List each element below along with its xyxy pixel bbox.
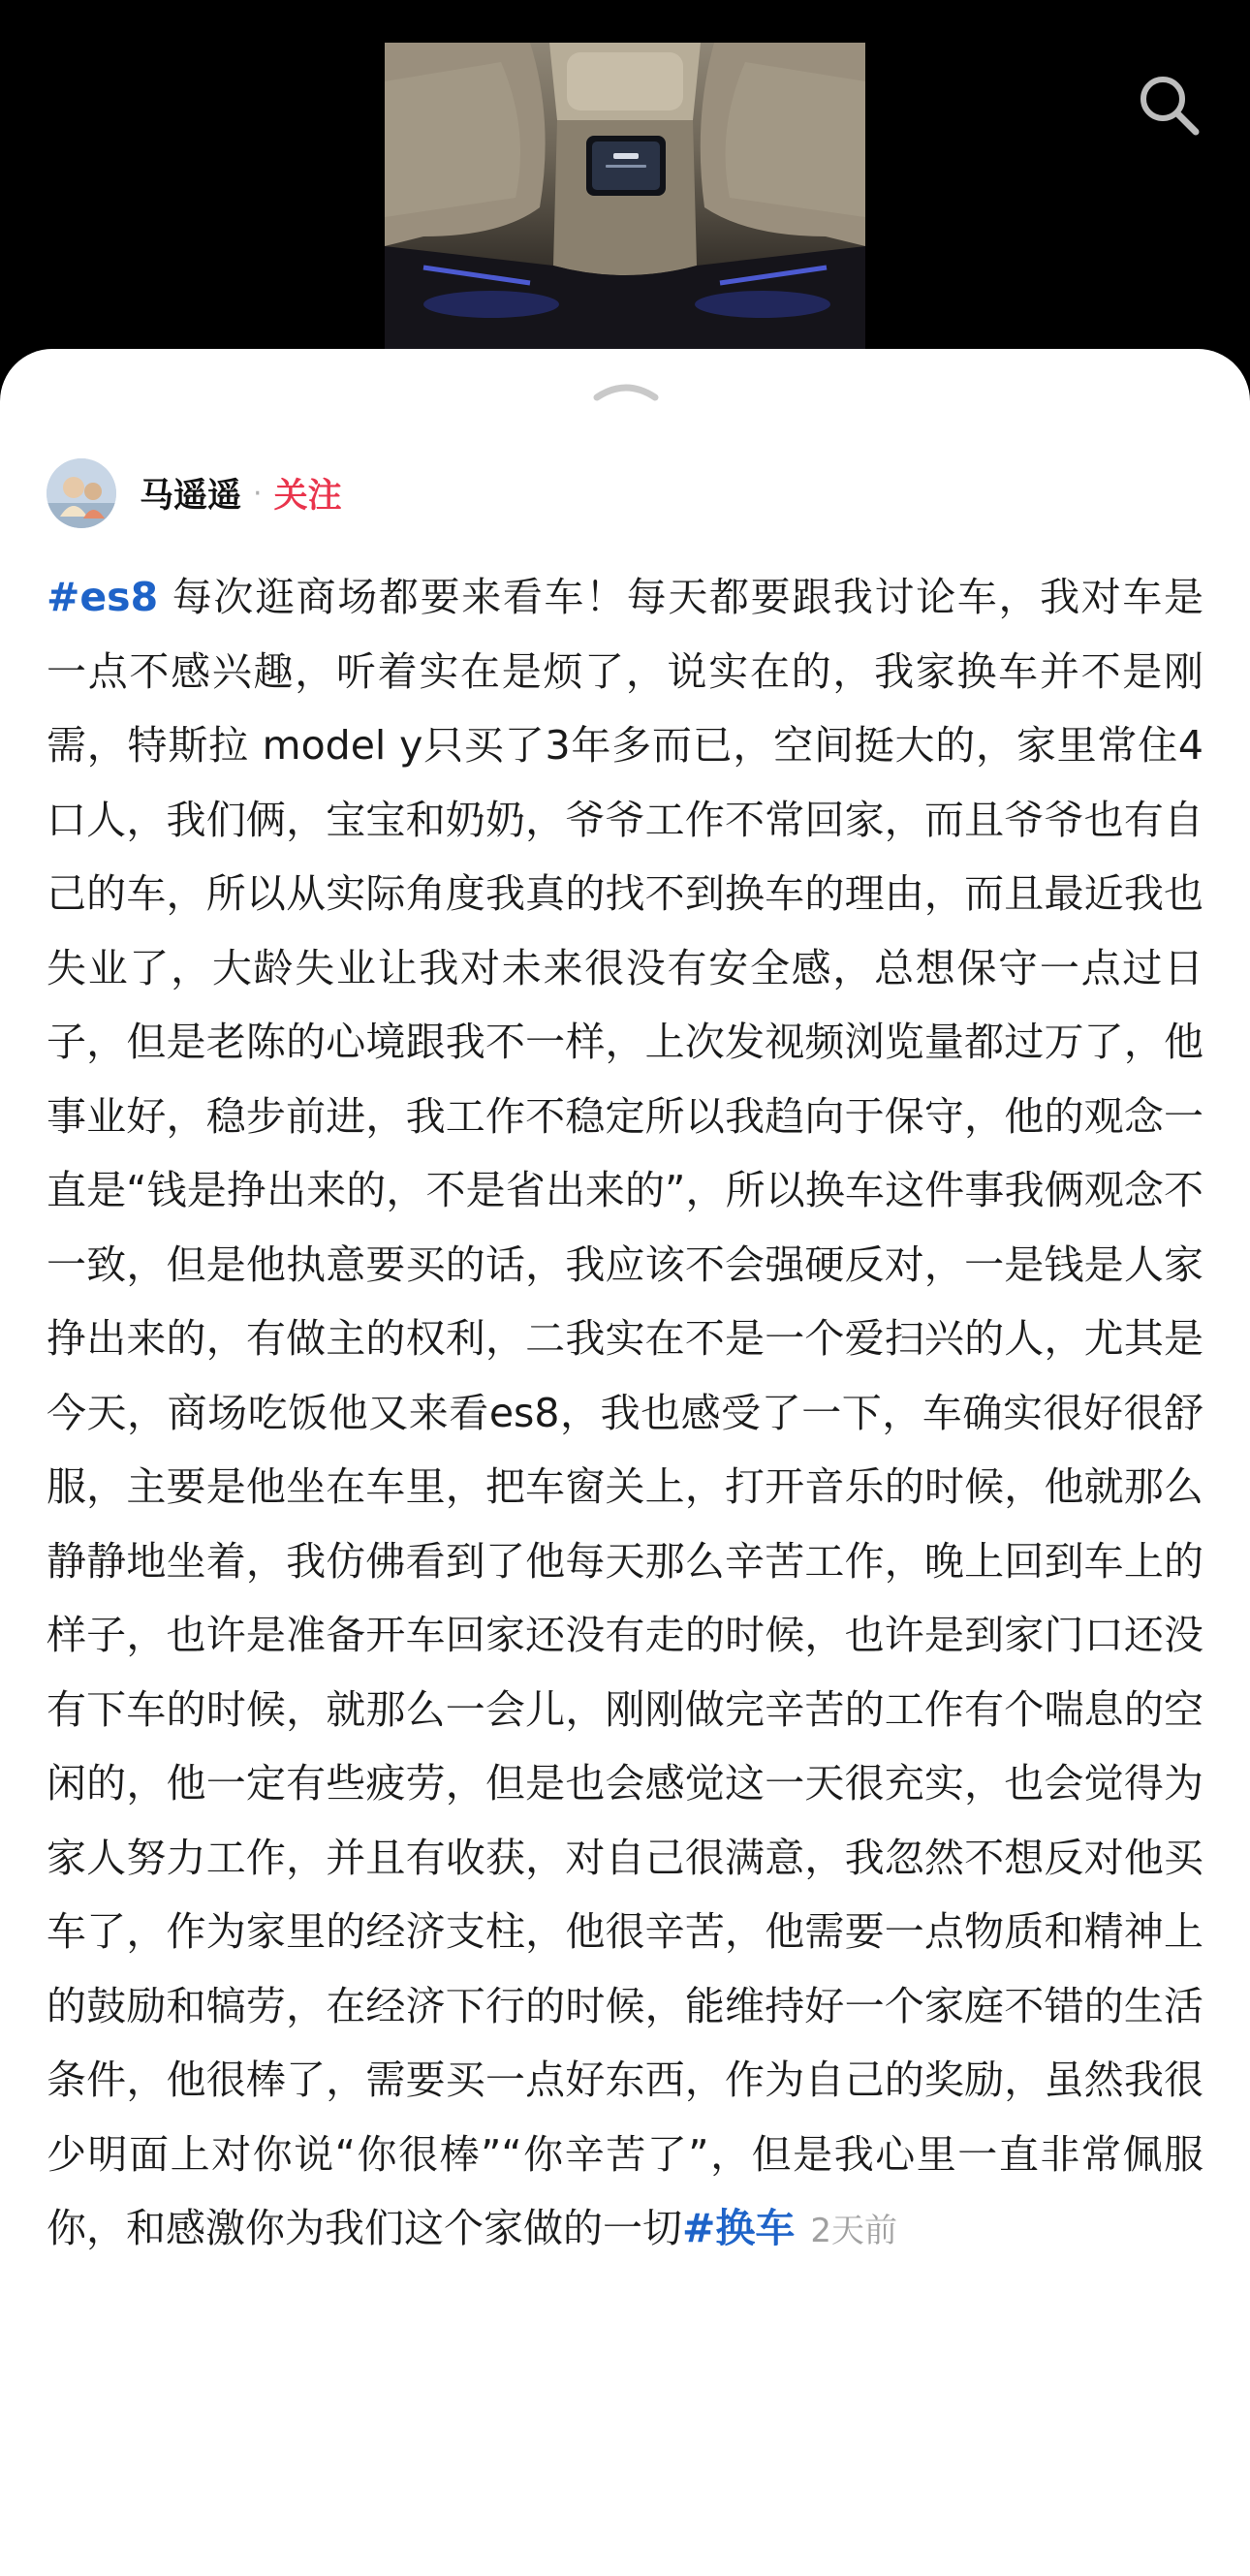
author-name[interactable]: 马遥遥: [140, 477, 242, 516]
follow-button[interactable]: 关注: [273, 477, 342, 516]
chevron-up-icon[interactable]: [591, 374, 661, 403]
separator-dot: ·: [253, 476, 263, 511]
author-row: [47, 457, 342, 529]
post-text: [47, 560, 1203, 2269]
search-icon[interactable]: [1134, 70, 1203, 140]
car-interior-photo[interactable]: [385, 43, 865, 349]
post-image-area: [0, 0, 1250, 407]
post-time: 2天前: [810, 2212, 897, 2250]
post-detail-sheet: [0, 349, 1250, 2576]
post-content: 每次逛商场都要来看车！每天都要跟我讨论车，我对车是一点不感兴趣，听着实在是烦了，说实在的，我家换车并不是刚需，特斯拉 model y只买了3年多而已，空间挺大的，家里常住4口人，我们俩，宝宝和奶奶，爷爷工作不常回家，而且爷爷也有自己的车，所以从实际角度我真的找不到换车的理由，而且最近我也失业了，大龄失业让我对未来很没有安全感，总想保守一点过日子，但是老陈的心境跟我不一样，上次发视频浏览量都过万了，他事业好，稳步前进，我工作不稳定所以我趋向于保守，他的观念一直是“钱是挣出来的，不是省出来的”，所以换车这件事我俩观念不一致，但是他执意要买的话，我应该不会强硬反对，一是钱是人家挣出来的，有做主的权利，二我实在不是一个爱扫兴的人，尤其是今天，商场吃饭他又来看es8，我也感受了一下，车确实很好很舒服，主要是他坐在车里，把车窗关上，打开音乐的时候，他就那么静静地坐着，我仿佛看到了他每天那么辛苦工作，晚上回到车上的样子，也许是准备开车回家还没有走的时候，也许是到家门口还没有下车的时候，就那么一会儿，刚刚做完辛苦的工作有个喘息的空闲的，他一定有些疲劳，但是也会感觉这一天很充实，也会觉得为家人努力工作，并且有收获，对自己很满意，我忽然不想反对他买车了，作为家里的经济支柱，他很辛苦，他需要一点物质和精神上的鼓励和犒劳，在经济下行的时候，能维持好一个家庭不错的生活条件，他很棒了，需要买一点好东西，作为自己的奖励，虽然我很少明面上对你说“你很棒”“你辛苦了”，但是我心里一直非常佩服你，和感激你为我们这个家做的一切: [47, 574, 1203, 2251]
hashtag-change-car[interactable]: #换车: [682, 2205, 796, 2251]
avatar[interactable]: [47, 458, 116, 528]
hashtag-es8[interactable]: #es8: [47, 574, 159, 620]
